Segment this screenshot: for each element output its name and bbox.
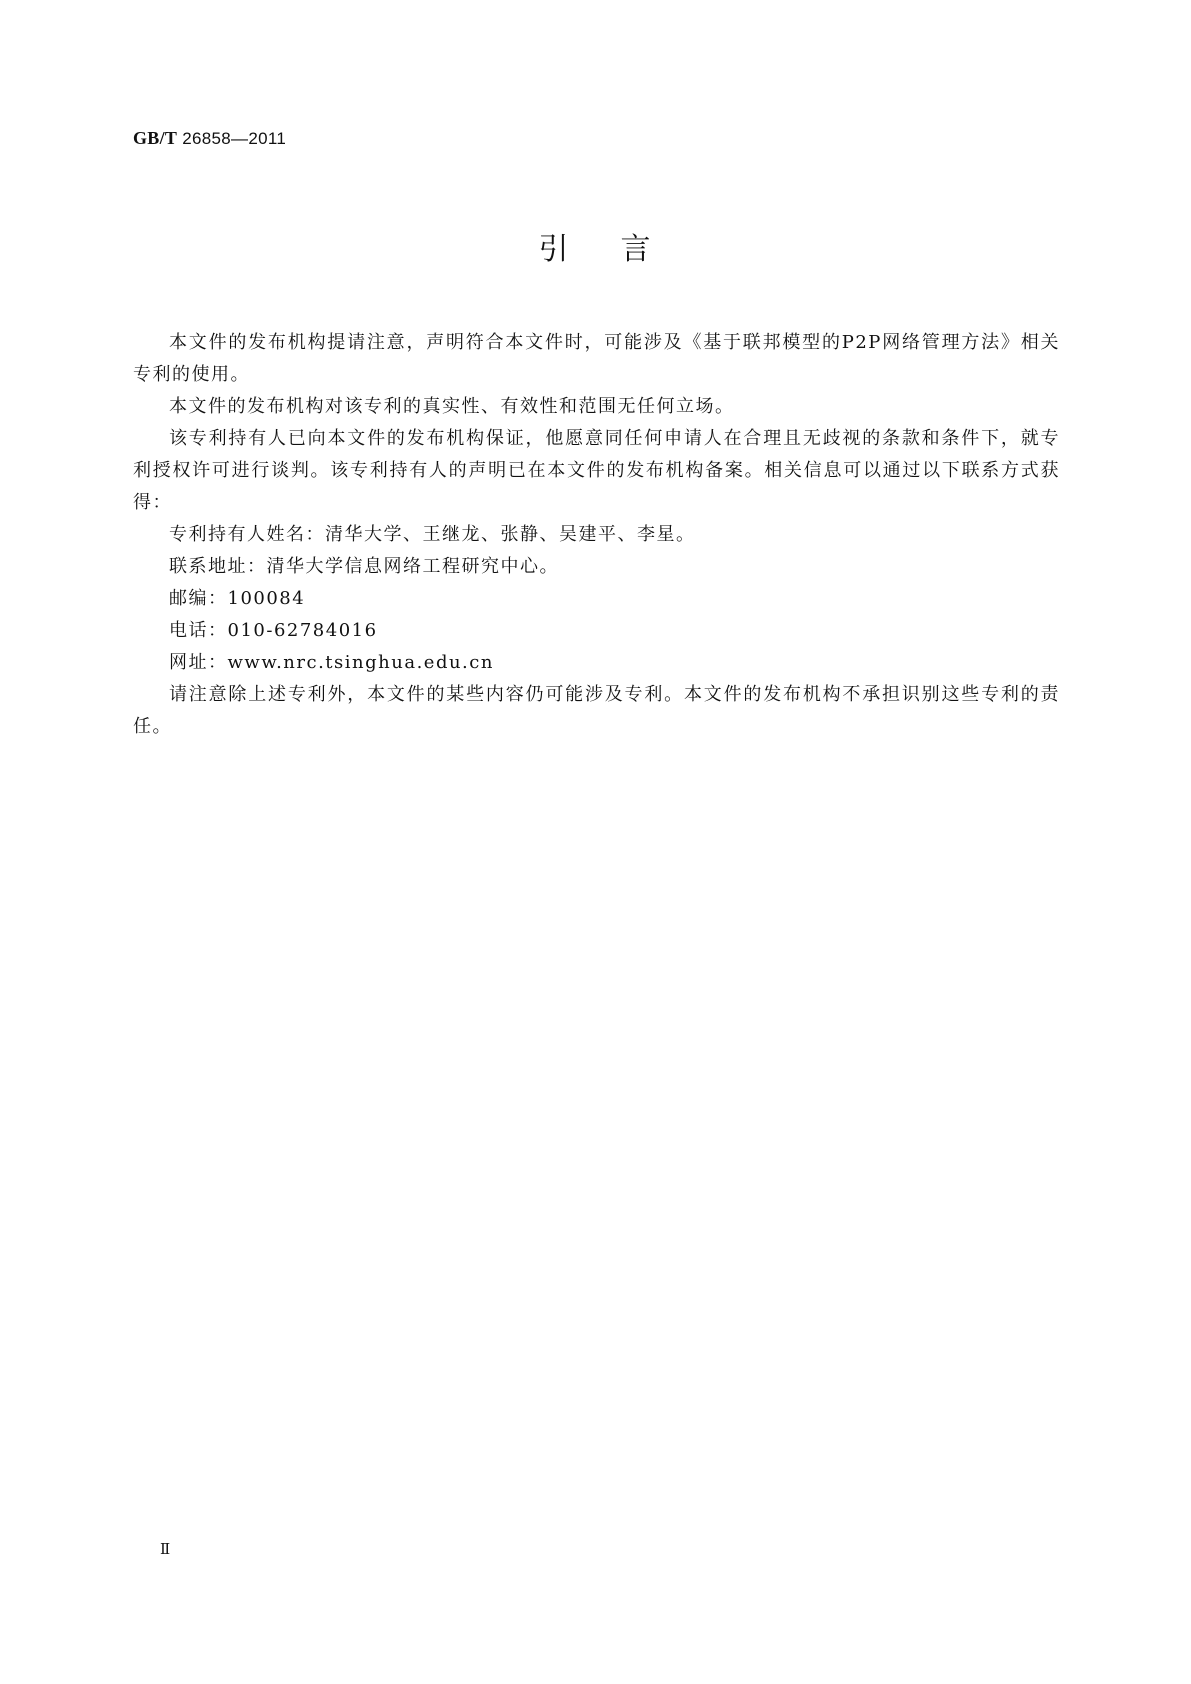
introduction-body [133, 327, 1060, 743]
standard-prefix: GB/T [133, 128, 178, 148]
phone-line: 电话：010-62784016 [169, 620, 378, 641]
paragraph-holder-assurance: 该专利持有人已向本文件的发布机构保证，他愿意同任何申请人在合理且无歧视的条款和条件下，就专利授权许可进行谈判。该专利持有人的声明已在本文件的发布机构备案。相关信息可以通过以下联系方式获得： [133, 428, 1060, 513]
postcode-line: 邮编：100084 [169, 588, 306, 609]
title-char-2: 言 [620, 232, 653, 267]
paragraph-no-position: 本文件的发布机构对该专利的真实性、有效性和范围无任何立场。 [169, 396, 735, 417]
address-line: 联系地址：清华大学信息网络工程研究中心。 [169, 556, 559, 577]
title-char-1: 引 [538, 232, 571, 267]
paragraph-other-patents: 请注意除上述专利外，本文件的某些内容仍可能涉及专利。本文件的发布机构不承担识别这些专利的责任。 [133, 684, 1060, 737]
standard-number: 26858—2011 [182, 129, 287, 148]
paragraph-patent-notice: 本文件的发布机构提请注意，声明符合本文件时，可能涉及《基于联邦模型的P2P网络管理方法》相关专利的使用。 [133, 332, 1060, 385]
patent-holders-line: 专利持有人姓名：清华大学、王继龙、张静、吴建平、李星。 [169, 524, 696, 545]
standard-code [133, 128, 286, 149]
page-title [0, 224, 1191, 268]
website-line: 网址：www.nrc.tsinghua.edu.cn [169, 652, 494, 673]
page-number: Ⅱ [160, 1542, 171, 1558]
